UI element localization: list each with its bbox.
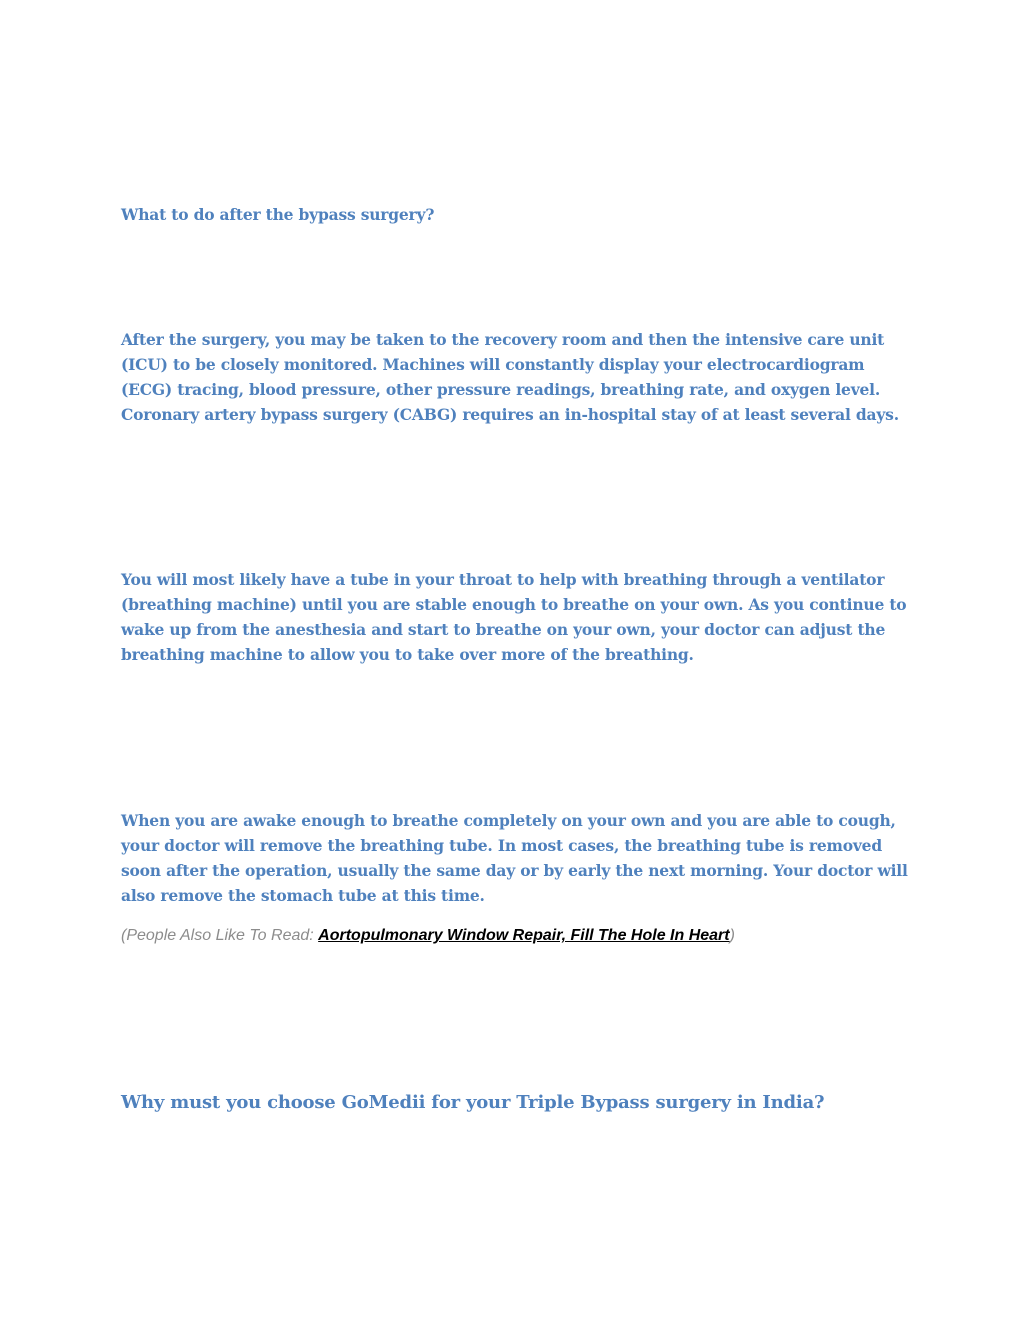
- section-heading-why-gomedii: Why must you choose GoMedii for your Triple Bypass surgery in India?: [121, 1092, 825, 1113]
- also-read-prefix: (People Also Like To Read:: [121, 927, 319, 944]
- also-read-suffix: ): [729, 927, 735, 944]
- also-read-note: [121, 924, 911, 948]
- also-read-link[interactable]: Aortopulmonary Window Repair, Fill The Hole In Heart: [318, 927, 730, 944]
- paragraph-breathing-tube: You will most likely have a tube in your throat to help with breathing through a ventilator (breathing machine) until you are stable enough to breathe on your own. As you continue to wake up from the anesthesia and start to breathe on your own, your doctor can adjust the breathing machine to allow you to take over more of the breathing.: [121, 570, 907, 664]
- paragraph-tube-removal: When you are awake enough to breathe completely on your own and you are able to cough, your doctor will remove the breathing tube. In most cases, the breathing tube is removed soon after the operation, usually the same day or by early the next morning. Your doctor will also remove the stomach tube at this time.: [121, 811, 908, 905]
- paragraph-recovery-icu: After the surgery, you may be taken to the recovery room and then the intensive care unit (ICU) to be closely monitored. Machines will constantly display your electrocardiogram (ECG) tracing, blood pressure, other pressure readings, breathing rate, and oxygen level. Coronary artery bypass surgery (CABG) requires an in-hospital stay of at least several days.: [121, 330, 899, 424]
- section-heading-after-surgery: What to do after the bypass surgery?: [121, 205, 435, 224]
